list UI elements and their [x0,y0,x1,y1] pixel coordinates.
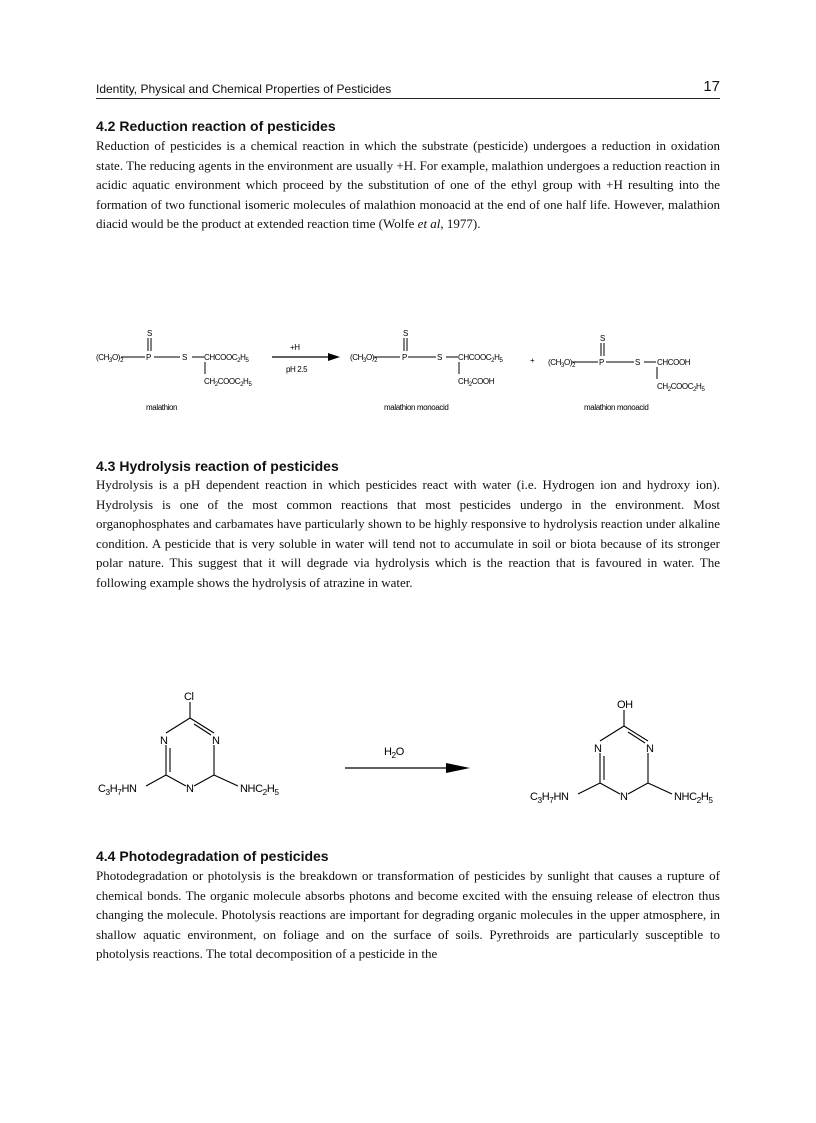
page-number: 17 [703,78,720,95]
section-body-4-3: Hydrolysis is a pH dependent reaction in which pesticides react with water (i.e. Hydrogen ion and hydroxy ion). Hydrolysis is one of the most common reactions that most pesticides undergo in the environment. Most organophosphates and carbamates have particularly shown to be highly responsive to hydrolysis reaction under alkaline condition. A pesticide that is very soluble in water will tend not to accumulate in soil or biota because of its stronger polar nature. This suggest that it will degrade via hydrolysis which is the reaction that is favoured in water. The following example shows the hydrolysis of atrazine in water. [96,477,720,590]
chlorine-atom: Cl [184,691,194,703]
running-title: Identity, Physical and Chemical Properties of Pesticides [96,82,392,96]
ring-nitrogen: N [212,735,220,747]
ethylamino-group: $NHC_2H_5$ [240,783,279,797]
ring-nitrogen: N [620,791,628,803]
phosphorus-atom: P [599,358,604,367]
hydroxyl-group: OH [617,699,633,711]
ring-nitrogen: N [646,743,654,755]
sulfur-atom: S [635,358,640,367]
hydrolysis-arrowhead [446,763,470,773]
sulfur-atom: S [147,329,152,338]
body-text: Reduction of pesticides is a chemical reaction in which the substrate (pesticide) undergoes a reduction in oxidation state. The reducing agents in the environment are usually +H. For example, malathion undergoes a reduction reaction in acidic aquatic environment which proceed by the substitution of one of the ethyl group with +H resulting into the formation of two functional isomeric molecules of malathion monoacid at the end of one half life. However, malathion diacid would be the product at extended reaction time (Wolfe [96,138,720,231]
ring-nitrogen: N [160,735,168,747]
carboxylic-acid-group: $CH_2COOH$ [458,377,495,388]
dimethoxy-group: $(CH_3O)_2$ [96,353,123,364]
ring-nitrogen: N [186,783,194,795]
running-header [96,78,720,99]
water-reagent: $H_2O$ [384,746,404,760]
condition-label: pH 2.5 [286,365,308,374]
section-heading-4-4: 4.4 Photodegradation of pesticides [96,848,329,864]
reaction-arrowhead [328,353,340,361]
phosphorus-atom: P [146,353,151,362]
malathion-reaction-figure [0,320,816,450]
isopropylamino-group: $C_3H_7HN$ [530,791,569,805]
section-heading-4-2: 4.2 Reduction reaction of pesticides [96,118,336,134]
sulfur-atom: S [437,353,442,362]
product1-label: malathion monoacid [384,403,449,412]
sulfur-atom: S [182,353,187,362]
methylene-ester-group: $CH_2COOC_2H_5$ [657,382,705,393]
carboxylate-group: $CHCOOC_2H_5$ [458,353,503,364]
carboxylic-acid-group: CHCOOH [657,358,691,367]
sulfur-atom: S [403,329,408,338]
isopropylamino-group: $C_3H_7HN$ [98,783,137,797]
methylene-ester-group: $CH_2COOC_2H_5$ [204,377,252,388]
phosphorus-atom: P [402,353,407,362]
product2-label: malathion monoacid [584,403,649,412]
dimethoxy-group: $(CH_3O)_2$ [548,358,575,369]
citation-italic: et al [417,216,441,231]
ethylamino-group: $NHC_2H_5$ [674,791,713,805]
sulfur-atom: S [600,334,605,343]
atrazine-hydrolysis-figure [0,685,816,815]
reagent-label: +H [290,343,300,352]
body-text-end: , 1977). [440,216,481,231]
section-body-4-4: Photodegradation or photolysis is the breakdown or transformation of pesticides by sunlight that causes a rupture of chemical bonds. The organic molecule absorbs photons and become excited with the ensuing release of electron thus changing the molecule. Photolysis reactions are important for degrading organic molecules in the upper atmosphere, in shallow aquatic environment, on foliage and on the surface of soils. Pyrethroids are particularly susceptible to photolysis reactions. The total decomposition of a pesticide in the [96,868,720,961]
dimethoxy-group: $(CH_3O)_2$ [350,353,377,364]
section-body-4-2 [96,136,720,234]
reactant-label: malathion [146,403,178,412]
ring-nitrogen: N [594,743,602,755]
section-heading-4-3: 4.3 Hydrolysis reaction of pesticides [96,458,339,474]
carboxylate-group: $CHCOOC_2H_5$ [204,353,249,364]
plus-sign: + [530,356,535,365]
